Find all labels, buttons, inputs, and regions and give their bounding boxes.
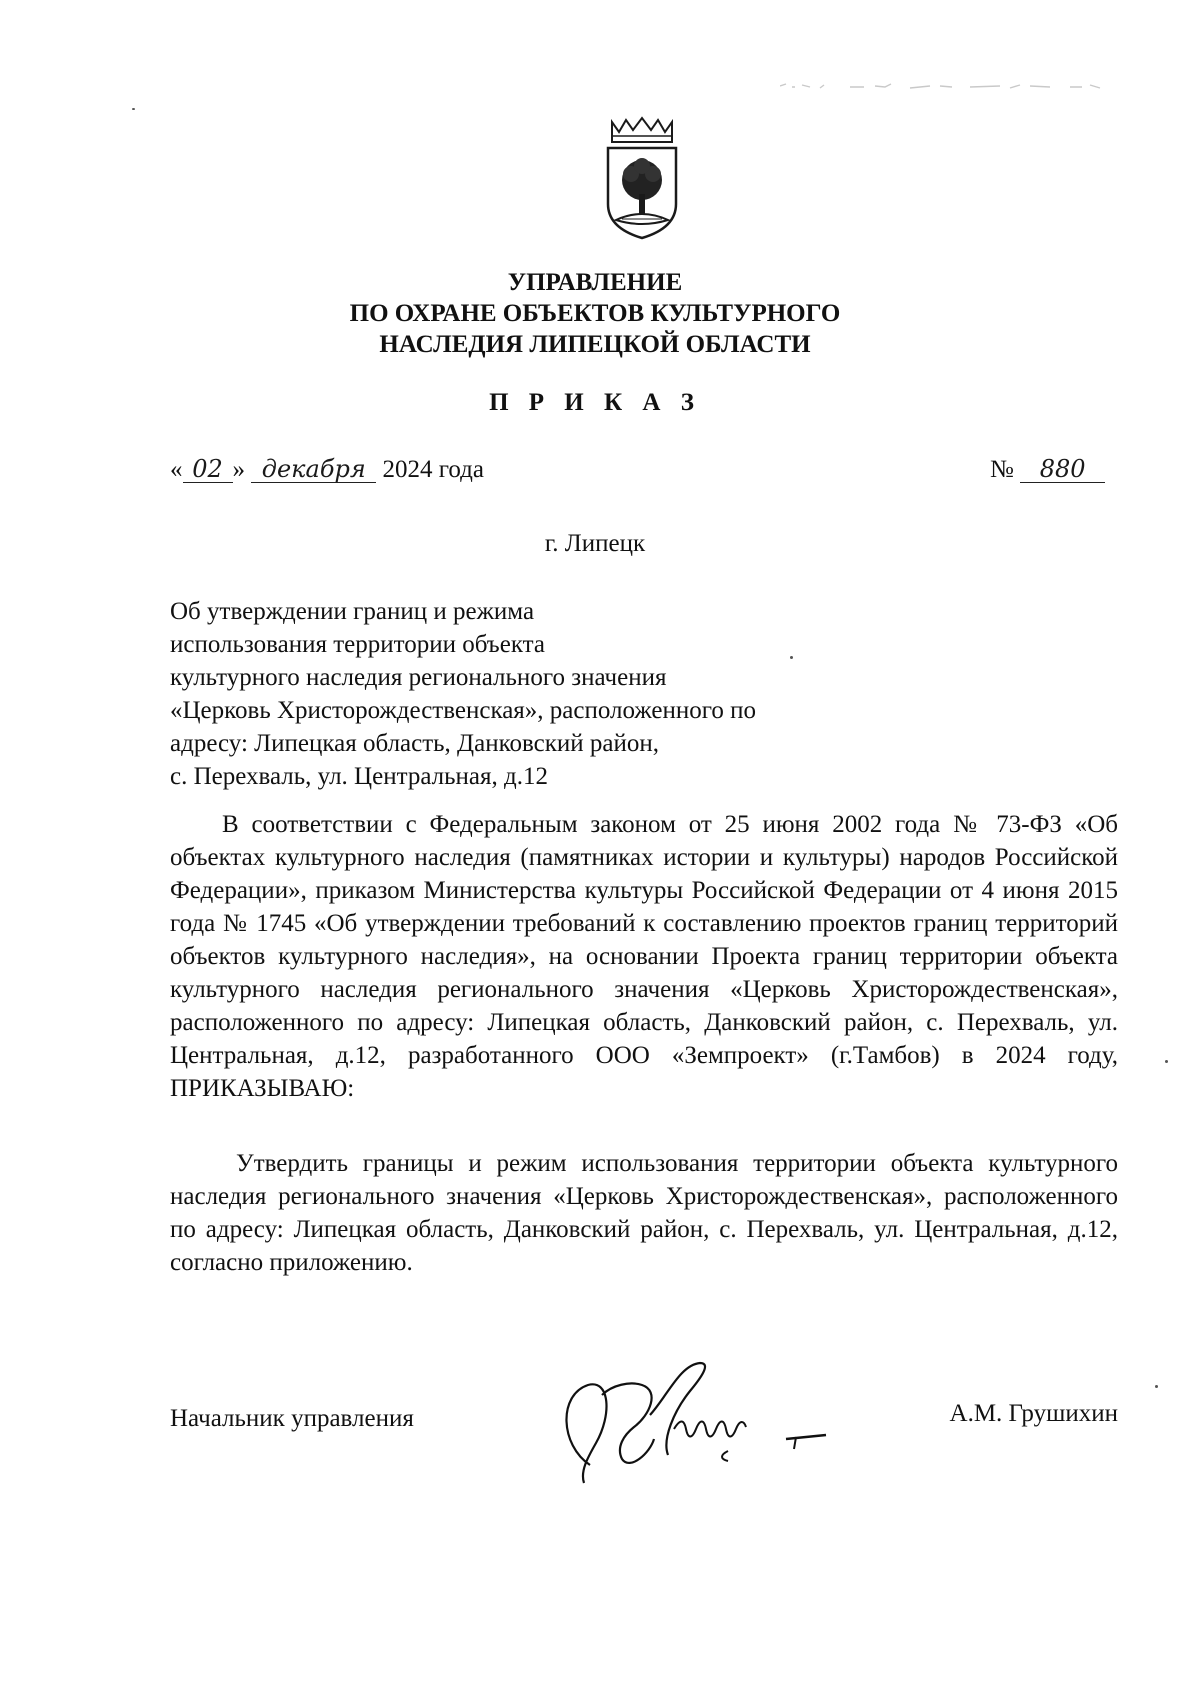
subject-line: адресу: Липецкая область, Данковский район, (170, 730, 659, 757)
scan-speck (1155, 1385, 1158, 1388)
number-sign: № (990, 456, 1014, 483)
order-number (990, 456, 1105, 484)
body-paragraph-1: В соответствии с Федеральным законом от 25 июня 2002 года № 73-ФЗ «Об объектах культурного наследия (памятниках истории и культуры) народов Российской Федерации», приказом Министерства культуры Российской Федерации от 4 июня 2015 года № 1745 «Об утверждении требований к составлению проектов границ территорий объектов культурного наследия», на основании Проекта границ территории объекта культурного наследия регионального значения «Церковь Христорождественская», расположенного по адресу: Липецкая область, Данковский район, с. Перехваль, ул. Центральная, д.12, разработанного ООО «Земпроект» (г.Тамбов) в 2024 году, ПРИКАЗЫВАЮ: (170, 811, 1118, 1102)
scan-noise (780, 78, 1110, 98)
scan-speck (1165, 1060, 1168, 1063)
order-subject (170, 595, 810, 793)
subject-line: с. Перехваль, ул. Центральная, д.12 (170, 763, 548, 790)
coat-of-arms-icon (604, 116, 680, 242)
scan-speck (132, 108, 135, 110)
date-open-quote: « (170, 456, 183, 483)
signatory-position: Начальник управления (170, 1405, 414, 1432)
document-type: П Р И К А З (489, 389, 701, 416)
subject-line: Об утверждении границ и режима (170, 598, 535, 625)
organization-header (300, 267, 890, 360)
org-line-2: ПО ОХРАНЕ ОБЪЕКТОВ КУЛЬТУРНОГО (349, 300, 841, 327)
date-line (170, 456, 484, 484)
date-close-quote: » (232, 456, 245, 483)
body-paragraph-2: Утвердить границы и режим использования территории объекта культурного наследия регионального значения «Церковь Христорождественская», расположенного по адресу: Липецкая область, Данковский район, с. Перехваль, ул. Центральная, д.12, согласно приложению. (170, 1150, 1118, 1276)
subject-line: использования территории объекта (170, 631, 545, 658)
scan-speck (790, 656, 793, 659)
handwritten-signature (550, 1355, 850, 1495)
subject-line: «Церковь Христорождественская», расположенного по (170, 697, 756, 724)
date-year: 2024 года (382, 456, 484, 483)
signatory-name: А.М. Грушихин (949, 1400, 1118, 1427)
org-line-3: НАСЛЕДИЯ ЛИПЕЦКОЙ ОБЛАСТИ (379, 331, 811, 358)
subject-line: культурного наследия регионального значения (170, 664, 667, 691)
city: г. Липецк (544, 530, 646, 557)
date-month: декабря (251, 456, 376, 483)
number-value: 880 (1020, 456, 1105, 483)
signature-block (170, 1395, 1118, 1515)
org-line-1: УПРАВЛЕНИЕ (507, 269, 683, 296)
date-day: 02 (183, 456, 233, 483)
